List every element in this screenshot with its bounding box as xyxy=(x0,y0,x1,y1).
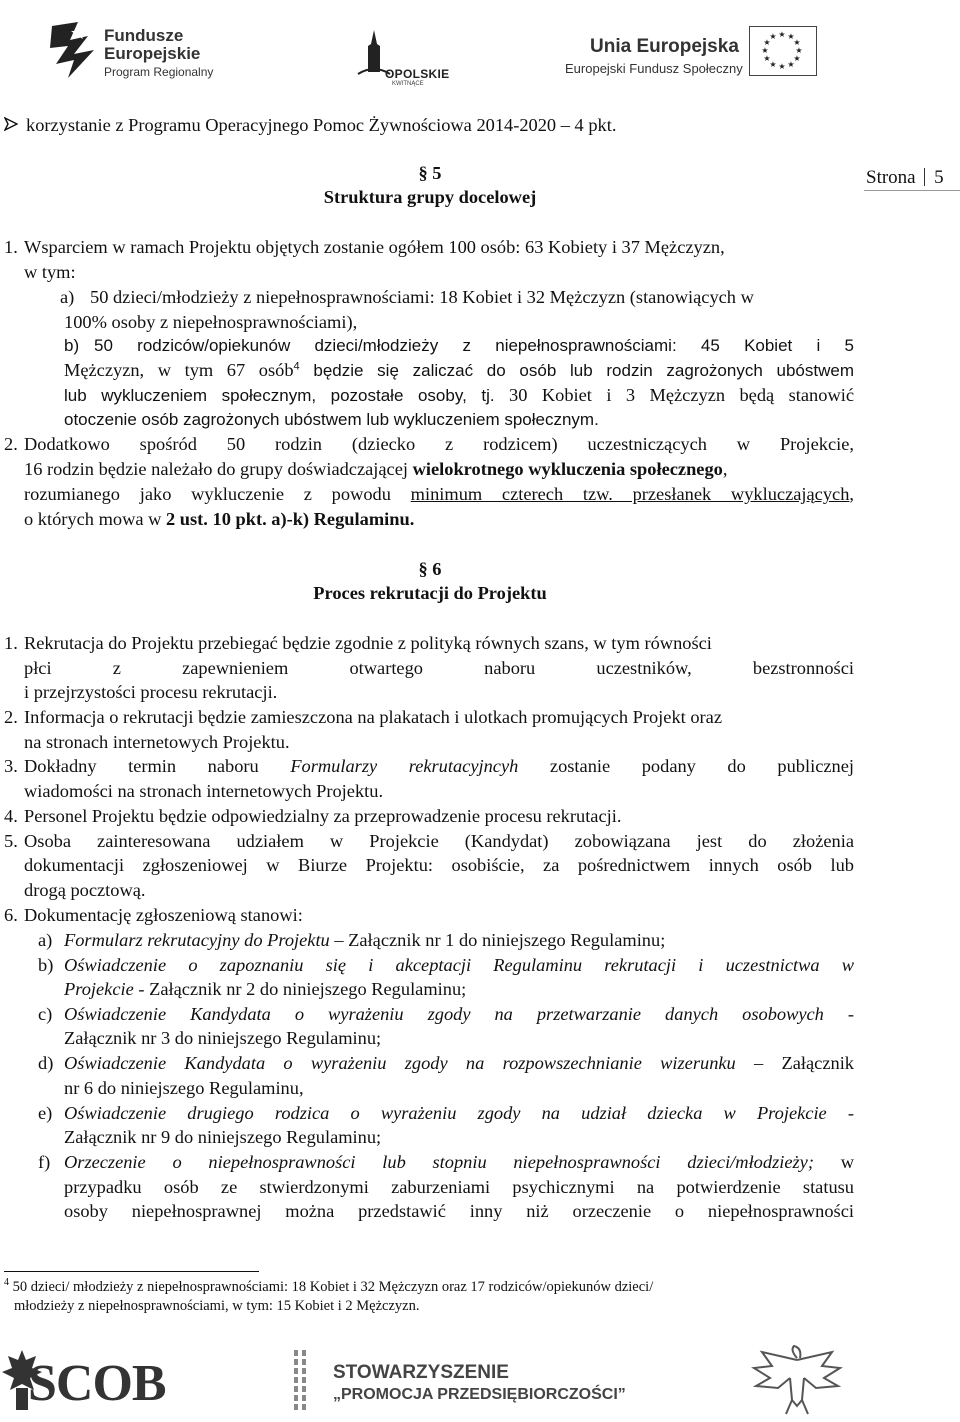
footer-divider-2 xyxy=(302,1350,306,1410)
footnote-line-1: 50 dzieci/ młodzieży z niepełnosprawnościami: 18 Kobiet i 32 Mężczyzn oraz 17 rodziców/opiekunów dzieci/ xyxy=(12,1279,654,1295)
footer-logos xyxy=(0,1340,960,1422)
s5-p1-num: 1. xyxy=(4,237,18,257)
s6-e-dash: - xyxy=(826,1103,854,1123)
s5-p2-line2-a: 16 rodzin będzie należało do grupy doświadczającej xyxy=(24,459,413,479)
s6-i6-line1: Dokumentację zgłoszeniową stanowi: xyxy=(24,905,303,925)
s5-p2-line1: Dodatkowo spośród 50 rodzin (dziecko z rodzicem) uczestniczących w Projekcie, xyxy=(24,434,854,454)
s6-i5-line1: Osoba zainteresowana udziałem w Projekcie (Kandydat) zobowiązana jest do złożenia xyxy=(24,831,854,851)
eagle-emblem-icon xyxy=(742,1344,852,1418)
s5-b-line2-b: będzie się zaliczać do osób lub rodzin zagrożonych ubóstwem xyxy=(299,361,854,380)
s6-e-italic: Oświadczenie drugiego rodzica o wyrażeniu zgody na udział dziecka w Projekcie xyxy=(64,1103,827,1123)
s6-a-italic: Formularz rekrutacyjny do Projektu xyxy=(64,930,330,950)
s6-b-rest: - Załącznik nr 2 do niniejszego Regulaminu; xyxy=(133,979,467,999)
svg-text:★: ★ xyxy=(763,38,771,47)
fundusze-europejskie-logo-icon xyxy=(48,20,100,82)
svg-text:★: ★ xyxy=(787,32,795,41)
s5-p2-line4-a: o których mowa w xyxy=(24,509,166,529)
s6-i4-num: 4. xyxy=(4,806,18,826)
s6-b-label: b) xyxy=(38,955,54,975)
s6-f-italic: Orzeczenie o niepełnosprawności lub stopniu niepełnosprawności dzieci/młodzieży; xyxy=(64,1152,814,1172)
svg-text:★: ★ xyxy=(763,54,771,63)
s5-a-label: a) xyxy=(60,287,75,307)
svg-text:★: ★ xyxy=(793,38,801,47)
header-logos xyxy=(0,0,960,95)
top-bullet-text: korzystanie z Programu Operacyjnego Pomoc Żywnościowa 2014-2020 – 4 pkt. xyxy=(26,115,617,135)
s5-b-line3-a: lub wykluczeniem społecznym, pozostałe osoby, tj. xyxy=(64,386,495,405)
s5-b-line3 xyxy=(64,384,854,407)
s5-p2-bold-2: wykluczenia społecznego xyxy=(528,459,723,479)
s6-i4-line1: Personel Projektu będzie odpowiedzialny za przeprowadzenie procesu rekrutacji. xyxy=(24,806,622,826)
s6-c-line2: Załącznik nr 3 do niniejszego Regulaminu; xyxy=(64,1028,382,1048)
section-5-title: Struktura grupy docelowej xyxy=(323,187,537,207)
arrow-bullet-icon xyxy=(4,117,18,131)
footnote-mark: 4 xyxy=(4,1277,9,1289)
s5-b-line2 xyxy=(64,359,854,382)
footnote xyxy=(4,1278,653,1316)
s6-f-label: f) xyxy=(38,1152,51,1172)
association-line-1: STOWARZYSZENIE xyxy=(333,1362,509,1383)
s6-d-line2: nr 6 do niniejszego Regulaminu, xyxy=(64,1078,304,1098)
s6-b-line2 xyxy=(64,978,466,1000)
s5-p2-underlined: minimum czterech tzw. przesłanek wykluczających xyxy=(410,484,850,504)
s6-e-line2: Załącznik nr 9 do niniejszego Regulaminu; xyxy=(64,1127,382,1147)
page-label-rule xyxy=(864,190,960,191)
s6-i1-line3: i przejrzystości procesu rekrutacji. xyxy=(24,682,278,702)
s5-a-line1: 50 dzieci/młodzieży z niepełnosprawnościami: 18 Kobiet i 32 Mężczyzn (stanowiących w xyxy=(90,287,754,307)
opolskie-logo-text: OPOLSKIE xyxy=(385,67,450,81)
s6-f-line3: osoby niepełnosprawnej można przedstawić inny niż orzeczenie o niepełnosprawności xyxy=(64,1201,854,1221)
svg-text:★: ★ xyxy=(769,60,777,69)
s5-b-line3-b: 30 Kobiet i 3 Mężczyzn będą stanowić xyxy=(494,385,855,405)
section-6-number: § 6 xyxy=(418,559,442,579)
s6-i3-line1-a: Dokładny termin naboru xyxy=(24,756,291,776)
s6-b-line1: Oświadczenie o zapoznaniu się i akceptacji Regulaminu rekrutacji i uczestnictwa w xyxy=(64,955,854,975)
s6-i1-num: 1. xyxy=(4,633,18,653)
section-6-title: Proces rekrutacji do Projektu xyxy=(313,583,547,603)
page-number xyxy=(866,167,944,189)
footnote-line-2: młodzieży z niepełnosprawnościami, w tym: 15 Kobiet i 2 Mężczyzn. xyxy=(14,1298,420,1314)
svg-text:★: ★ xyxy=(787,60,795,69)
s6-a-rest: – Załącznik nr 1 do niniejszego Regulaminu; xyxy=(329,930,666,950)
s6-f-w: w xyxy=(813,1152,854,1172)
svg-text:★: ★ xyxy=(778,62,786,71)
s5-p2-line4 xyxy=(24,508,414,530)
footnote-rule xyxy=(4,1271,259,1272)
s6-i6-num: 6. xyxy=(4,905,18,925)
s5-p2-line4-bold: 2 ust. 10 pkt. a)-k) Regulaminu. xyxy=(166,509,415,529)
page-separator xyxy=(924,168,925,186)
s6-i1-line1: Rekrutacja do Projektu przebiegać będzie zgodnie z polityką równych szans, w tym równości xyxy=(24,633,712,653)
s6-i2-num: 2. xyxy=(4,707,18,727)
footer-divider xyxy=(294,1350,298,1410)
s5-p2-line2 xyxy=(24,458,727,480)
page-label: Strona xyxy=(866,167,916,188)
s6-i3-num: 3. xyxy=(4,756,18,776)
s6-i5-num: 5. xyxy=(4,831,18,851)
s6-f-line2: przypadku osób ze stwierdzonymi zaburzeniami psychicznymi na potwierdzenie statusu xyxy=(64,1177,854,1197)
scob-logo-text: SCOB xyxy=(28,1355,166,1412)
s6-i3-line1 xyxy=(24,755,854,777)
s6-i3-italic: Formularzy rekrutacyjncyh xyxy=(290,756,519,776)
fe-logo-line-1: Fundusze xyxy=(104,26,184,45)
ue-subtitle: Europejski Fundusz Społeczny xyxy=(565,61,743,76)
s6-a-line1 xyxy=(64,929,665,951)
svg-text:★: ★ xyxy=(761,46,769,55)
s6-d-label: d) xyxy=(38,1053,54,1073)
s6-i5-line2: dokumentacji zgłoszeniowej w Biurze Projektu: osobiście, za pośrednictwem innych osób lub xyxy=(24,855,854,875)
s6-i1-line2: płci z zapewnieniem otwartego naboru uczestników, bezstronności xyxy=(24,658,854,678)
s5-p2-line3-c: , xyxy=(849,484,854,504)
svg-text:★: ★ xyxy=(778,30,786,39)
svg-text:★: ★ xyxy=(795,46,803,55)
page-value: 5 xyxy=(934,167,944,188)
opolskie-logo-subtext: KWITNĄCE xyxy=(392,81,424,87)
s5-p2-line3 xyxy=(24,483,854,505)
s6-e-line1 xyxy=(64,1102,854,1124)
svg-text:★: ★ xyxy=(793,54,801,63)
s6-i2-line1: Informacja o rekrutacji będzie zamieszczona na plakatach i ulotkach promujących Projekt oraz xyxy=(24,707,722,727)
s5-p2-line3-a: rozumianego jako wykluczenie z powodu xyxy=(24,484,411,504)
s6-c-dash: - xyxy=(823,1004,854,1024)
s5-b-label: b) xyxy=(64,336,80,355)
s6-c-line1 xyxy=(64,1003,854,1025)
s6-i2-line2: na stronach internetowych Projektu. xyxy=(24,732,290,752)
s5-p1-line2: w tym: xyxy=(24,262,76,282)
s5-p2-num: 2. xyxy=(4,434,18,454)
ue-title: Unia Europejska xyxy=(590,36,739,57)
s5-a-line2: 100% osoby z niepełnosprawnościami), xyxy=(64,312,358,332)
s5-p2-comma: , xyxy=(722,459,728,479)
s6-d-rest: – Załącznik xyxy=(735,1053,855,1073)
s6-a-label: a) xyxy=(38,930,53,950)
svg-text:★: ★ xyxy=(769,32,777,41)
s6-i5-line3: drogą pocztową. xyxy=(24,880,146,900)
fe-logo-line-2: Europejskie xyxy=(104,44,201,63)
footnote-ref: 4 xyxy=(293,360,300,373)
s6-i3-line1-c: zostanie podany do publicznej xyxy=(518,756,854,776)
eu-flag-icon xyxy=(749,26,817,76)
s5-b-line4: otoczenie osób zagrożonych ubóstwem lub wykluczeniem społecznym. xyxy=(64,410,599,429)
s6-b-italic-2: Projekcie xyxy=(64,979,134,999)
s5-b-line1: 50 rodziców/opiekunów dzieci/młodzieży z niepełnosprawnościami: 45 Kobiet i 5 xyxy=(94,336,854,355)
s6-d-line1 xyxy=(64,1052,854,1074)
s5-b-line2-a: Mężczyzn, w tym 67 osób xyxy=(64,360,294,380)
s6-e-label: e) xyxy=(38,1103,53,1123)
section-5-number: § 5 xyxy=(418,163,442,183)
s6-c-italic: Oświadczenie Kandydata o wyrażeniu zgody na przetwarzanie danych osobowych xyxy=(64,1004,824,1024)
association-line-2: „PROMOCJA PRZEDSIĘBIORCZOŚCI” xyxy=(333,1386,626,1403)
fe-logo-line-3: Program Regionalny xyxy=(104,65,214,79)
s6-f-line1 xyxy=(64,1151,854,1173)
s6-c-label: c) xyxy=(38,1004,53,1024)
s5-p2-bold-1: wielokrotnego xyxy=(412,459,524,479)
s5-p1-line1: Wsparciem w ramach Projektu objętych zostanie ogółem 100 osób: 63 Kobiety i 37 Mężczyzn, xyxy=(24,237,725,257)
s6-i3-line2: wiadomości na stronach internetowych Projektu. xyxy=(24,781,384,801)
s6-d-italic: Oświadczenie Kandydata o wyrażeniu zgody na rozpowszechnianie wizerunku xyxy=(64,1053,736,1073)
